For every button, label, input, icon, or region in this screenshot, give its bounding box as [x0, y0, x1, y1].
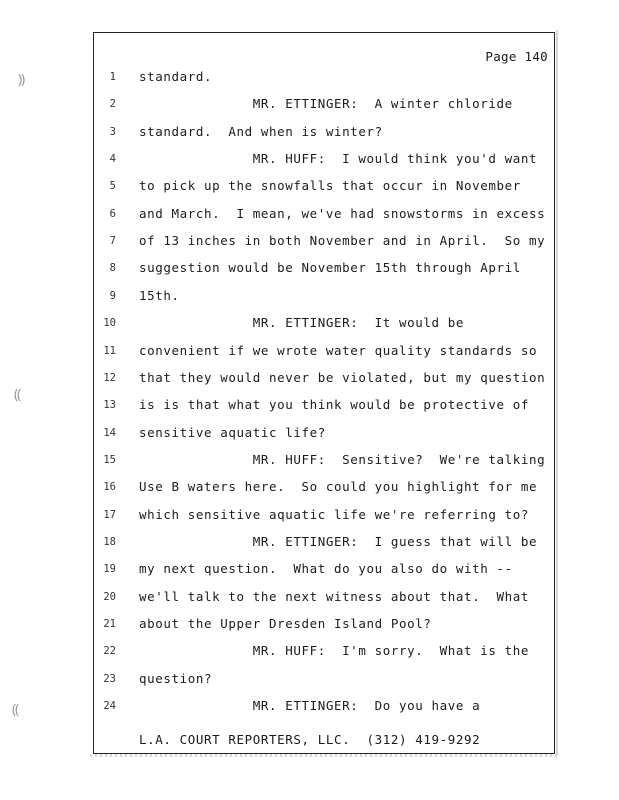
line-number: 6	[109, 207, 116, 220]
transcript-line: 15th.	[139, 287, 180, 303]
line-number: 5	[109, 180, 116, 193]
transcript-line: of 13 inches in both November and in April. So my	[139, 233, 546, 249]
line-number: 17	[103, 508, 116, 521]
line-number: 9	[109, 289, 116, 302]
line-number: 12	[103, 371, 116, 384]
line-number: 7	[109, 235, 116, 248]
line-number: 21	[103, 618, 116, 630]
line-number: 4	[109, 153, 116, 166]
transcript-line: MR. ETTINGER: Do you have a	[139, 698, 481, 714]
footer-court-reporter: L.A. COURT REPORTERS, LLC. (312) 419-9292	[139, 732, 481, 747]
transcript-line: which sensitive aquatic life we're referring to?	[139, 506, 530, 522]
line-number: 16	[103, 481, 116, 494]
transcript-line: standard.	[139, 69, 213, 84]
transcript-line: standard. And when is winter?	[139, 123, 383, 139]
transcript-page	[93, 32, 555, 754]
line-number: 8	[109, 262, 116, 275]
scan-edge-right	[556, 30, 560, 755]
line-number: 11	[103, 344, 116, 357]
transcript-line: to pick up the snowfalls that occur in November	[139, 178, 521, 194]
scan-mark-mid-left: ⸨	[14, 387, 22, 403]
line-number: 18	[103, 535, 116, 548]
transcript-line: MR. ETTINGER: It would be	[139, 315, 465, 331]
transcript-line: sensitive aquatic life?	[139, 424, 326, 440]
scan-mark-top-left: ⸩	[18, 72, 26, 88]
page-number: Page 140	[485, 49, 548, 64]
transcript-line: MR. HUFF: I would think you'd want	[139, 151, 538, 167]
transcript-line: MR. ETTINGER: I guess that will be	[139, 533, 538, 549]
line-number: 22	[103, 645, 116, 658]
transcript-line: is is that what you think would be protective of	[139, 397, 530, 413]
line-number: 19	[103, 563, 116, 576]
transcript-line: MR. ETTINGER: A winter chloride	[139, 96, 513, 112]
transcript-line: that they would never be violated, but my question	[139, 369, 546, 385]
line-number: 15	[103, 453, 116, 466]
line-number: 24	[103, 700, 116, 713]
scan-mark-bottom-left: ⸨	[12, 702, 20, 718]
line-number: 3	[109, 125, 116, 138]
line-number: 2	[109, 98, 116, 111]
transcript-line: MR. HUFF: I'm sorry. What is the	[139, 643, 530, 659]
line-number: 1	[109, 71, 116, 83]
transcript-line: my next question. What do you also do with --	[139, 561, 513, 577]
transcript-line: Use B waters here. So could you highlight for me	[139, 479, 538, 495]
transcript-line: we'll talk to the next witness about that. What	[139, 588, 530, 604]
scan-edge-bottom	[90, 754, 558, 757]
line-number: 23	[103, 672, 116, 685]
transcript-line: convenient if we wrote water quality standards so	[139, 342, 538, 358]
line-number: 20	[103, 590, 116, 603]
transcript-line: and March. I mean, we've had snowstorms in excess	[139, 205, 546, 221]
transcript-line: MR. HUFF: Sensitive? We're talking	[139, 451, 546, 467]
transcript-line: suggestion would be November 15th through April	[139, 260, 521, 276]
transcript-line: question?	[139, 670, 213, 686]
line-number: 13	[103, 399, 116, 412]
line-number: 14	[103, 426, 116, 439]
transcript-line: about the Upper Dresden Island Pool?	[139, 616, 432, 631]
line-number: 10	[103, 317, 116, 330]
